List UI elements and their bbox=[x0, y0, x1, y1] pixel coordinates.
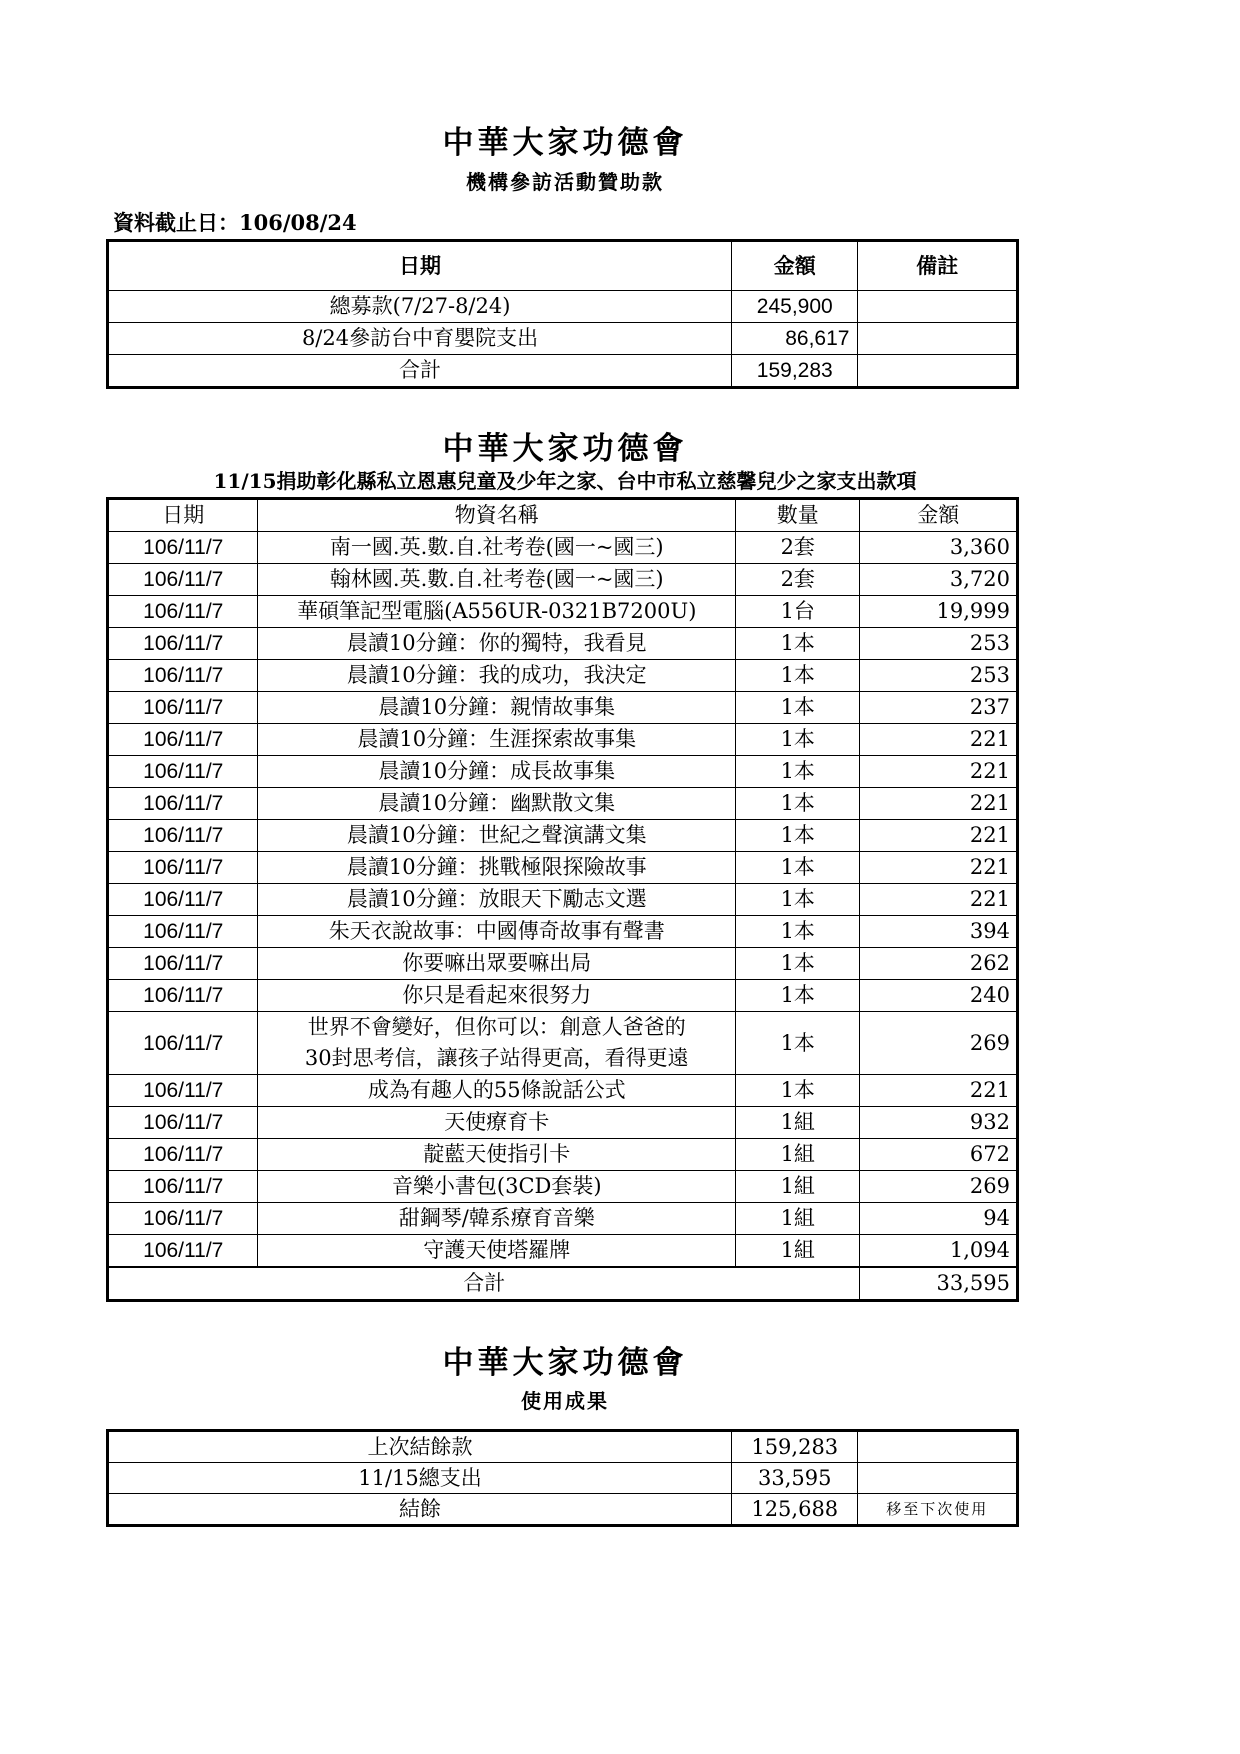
section3-title: 中華大家功德會 bbox=[442, 1345, 688, 1381]
row-date: 106/11/7 bbox=[108, 820, 258, 852]
table-row bbox=[108, 980, 1018, 1012]
row-amount: 672 bbox=[860, 1139, 1018, 1171]
row-quantity: 1組 bbox=[736, 1203, 860, 1235]
row-item-name: 晨讀10分鐘：我的成功，我決定 bbox=[258, 660, 736, 692]
row-note: 移至下次使用 bbox=[858, 1494, 1018, 1526]
row-item-name: 成為有趣人的55條說話公式 bbox=[258, 1075, 736, 1107]
row-date: 106/11/7 bbox=[108, 532, 258, 564]
row-date: 106/11/7 bbox=[108, 980, 258, 1012]
row-quantity: 1本 bbox=[736, 660, 860, 692]
row-amount: 94 bbox=[860, 1203, 1018, 1235]
section1-subtitle: 機構參訪活動贊助款 bbox=[466, 170, 664, 194]
row-date: 106/11/7 bbox=[108, 692, 258, 724]
row-item: 8/24參訪台中育嬰院支出 bbox=[108, 323, 732, 355]
cutoff-date: 資料截止日：106/08/24 bbox=[113, 210, 357, 235]
row-quantity: 1組 bbox=[736, 1235, 860, 1268]
row-date: 106/11/7 bbox=[108, 1203, 258, 1235]
row-amount: 932 bbox=[860, 1107, 1018, 1139]
row-item: 結餘 bbox=[108, 1494, 732, 1526]
row-quantity: 1本 bbox=[736, 884, 860, 916]
table-row bbox=[108, 1431, 1018, 1463]
table-row bbox=[108, 724, 1018, 756]
table-row bbox=[108, 852, 1018, 884]
row-amount: 221 bbox=[860, 884, 1018, 916]
table-row bbox=[108, 291, 1018, 323]
row-item-name: 晨讀10分鐘：挑戰極限探險故事 bbox=[258, 852, 736, 884]
table-row bbox=[108, 628, 1018, 660]
header-date: 日期 bbox=[108, 499, 258, 532]
row-date: 106/11/7 bbox=[108, 884, 258, 916]
row-amount: 221 bbox=[860, 1075, 1018, 1107]
table-row bbox=[108, 1139, 1018, 1171]
row-item-name: 守護天使塔羅牌 bbox=[258, 1235, 736, 1268]
row-item: 合計 bbox=[108, 355, 732, 388]
table-row bbox=[108, 1463, 1018, 1494]
section2-subtitle: 11/15捐助彰化縣私立恩惠兒童及少年之家、台中市私立慈馨兒少之家支出款項 bbox=[213, 469, 917, 493]
row-amount: 240 bbox=[860, 980, 1018, 1012]
row-item: 上次結餘款 bbox=[108, 1431, 732, 1463]
row-quantity: 1本 bbox=[736, 820, 860, 852]
row-quantity: 1本 bbox=[736, 948, 860, 980]
row-amount: 394 bbox=[860, 916, 1018, 948]
row-item-name-line2: 30封思考信，讓孩子站得更高，看得更遠 bbox=[304, 1046, 689, 1070]
total-label: 合計 bbox=[108, 1267, 860, 1301]
table-row bbox=[108, 1494, 1018, 1526]
row-date: 106/11/7 bbox=[108, 1107, 258, 1139]
row-item-name bbox=[258, 1012, 736, 1075]
row-date: 106/11/7 bbox=[108, 852, 258, 884]
table-row bbox=[108, 1235, 1018, 1268]
row-quantity: 1本 bbox=[736, 628, 860, 660]
row-item-name: 靛藍天使指引卡 bbox=[258, 1139, 736, 1171]
row-date: 106/11/7 bbox=[108, 788, 258, 820]
row-item-name: 晨讀10分鐘：世紀之聲演講文集 bbox=[258, 820, 736, 852]
row-date: 106/11/7 bbox=[108, 916, 258, 948]
row-amount: 19,999 bbox=[860, 596, 1018, 628]
row-amount: 159,283 bbox=[732, 1431, 858, 1463]
row-item-name: 翰林國.英.數.自.社考卷(國一~國三) bbox=[258, 564, 736, 596]
row-date: 106/11/7 bbox=[108, 1171, 258, 1203]
table-row bbox=[108, 1075, 1018, 1107]
table-row bbox=[108, 596, 1018, 628]
row-amount: 125,688 bbox=[732, 1494, 858, 1526]
row-item-name: 你只是看起來很努力 bbox=[258, 980, 736, 1012]
row-amount: 159,283 bbox=[732, 355, 858, 388]
header-quantity: 數量 bbox=[736, 499, 860, 532]
row-item-name: 你要嘛出眾要嘛出局 bbox=[258, 948, 736, 980]
row-item-name: 晨讀10分鐘：親情故事集 bbox=[258, 692, 736, 724]
header-amount: 金額 bbox=[860, 499, 1018, 532]
row-note bbox=[858, 1463, 1018, 1494]
table-row bbox=[108, 564, 1018, 596]
row-quantity: 1本 bbox=[736, 1012, 860, 1075]
row-quantity: 2套 bbox=[736, 532, 860, 564]
row-item-name: 甜鋼琴/韓系療育音樂 bbox=[258, 1203, 736, 1235]
table-row bbox=[108, 916, 1018, 948]
row-amount: 253 bbox=[860, 660, 1018, 692]
row-quantity: 1台 bbox=[736, 596, 860, 628]
row-amount: 253 bbox=[860, 628, 1018, 660]
row-note bbox=[858, 291, 1018, 323]
section3-subtitle: 使用成果 bbox=[521, 1389, 609, 1413]
table-row bbox=[108, 1203, 1018, 1235]
row-date: 106/11/7 bbox=[108, 724, 258, 756]
row-item-name: 華碩筆記型電腦(A556UR-0321B7200U) bbox=[258, 596, 736, 628]
table-row bbox=[108, 660, 1018, 692]
header-note: 備註 bbox=[858, 241, 1018, 291]
table-row bbox=[108, 948, 1018, 980]
row-note bbox=[858, 355, 1018, 388]
row-date: 106/11/7 bbox=[108, 1012, 258, 1075]
row-date: 106/11/7 bbox=[108, 1075, 258, 1107]
row-date: 106/11/7 bbox=[108, 628, 258, 660]
table-row bbox=[108, 532, 1018, 564]
row-item-name: 晨讀10分鐘：放眼天下勵志文選 bbox=[258, 884, 736, 916]
row-quantity: 1本 bbox=[736, 692, 860, 724]
row-quantity: 2套 bbox=[736, 564, 860, 596]
section1-title: 中華大家功德會 bbox=[442, 125, 688, 161]
row-quantity: 1本 bbox=[736, 980, 860, 1012]
row-quantity: 1本 bbox=[736, 756, 860, 788]
row-item-name: 朱天衣說故事：中國傳奇故事有聲書 bbox=[258, 916, 736, 948]
row-quantity: 1組 bbox=[736, 1107, 860, 1139]
section2-title: 中華大家功德會 bbox=[442, 431, 688, 467]
row-amount: 86,617 bbox=[732, 323, 858, 355]
row-quantity: 1本 bbox=[736, 852, 860, 884]
total-row bbox=[108, 1267, 1018, 1301]
row-amount: 1,094 bbox=[860, 1235, 1018, 1268]
row-amount: 237 bbox=[860, 692, 1018, 724]
header-date: 日期 bbox=[108, 241, 732, 291]
row-date: 106/11/7 bbox=[108, 564, 258, 596]
row-quantity: 1本 bbox=[736, 916, 860, 948]
row-item-name: 音樂小書包(3CD套裝) bbox=[258, 1171, 736, 1203]
row-note bbox=[858, 323, 1018, 355]
row-amount: 269 bbox=[860, 1012, 1018, 1075]
row-item: 11/15總支出 bbox=[108, 1463, 732, 1494]
total-amount: 33,595 bbox=[860, 1267, 1018, 1301]
table-row bbox=[108, 1012, 1018, 1075]
row-date: 106/11/7 bbox=[108, 596, 258, 628]
row-amount: 33,595 bbox=[732, 1463, 858, 1494]
row-date: 106/11/7 bbox=[108, 1235, 258, 1268]
row-note bbox=[858, 1431, 1018, 1463]
donation-expense-table bbox=[106, 497, 1019, 1302]
table-row bbox=[108, 788, 1018, 820]
row-amount: 221 bbox=[860, 724, 1018, 756]
row-date: 106/11/7 bbox=[108, 756, 258, 788]
row-item-name-line1: 世界不會變好，但你可以：創意人爸爸的 bbox=[307, 1015, 686, 1039]
row-amount: 262 bbox=[860, 948, 1018, 980]
table-row bbox=[108, 355, 1018, 388]
row-item-name: 晨讀10分鐘：成長故事集 bbox=[258, 756, 736, 788]
header-amount: 金額 bbox=[732, 241, 858, 291]
row-item-name: 晨讀10分鐘：你的獨特，我看見 bbox=[258, 628, 736, 660]
header-item-name: 物資名稱 bbox=[258, 499, 736, 532]
row-amount: 221 bbox=[860, 820, 1018, 852]
row-quantity: 1本 bbox=[736, 788, 860, 820]
table-header-row bbox=[108, 499, 1018, 532]
row-amount: 221 bbox=[860, 788, 1018, 820]
row-amount: 3,360 bbox=[860, 532, 1018, 564]
row-quantity: 1組 bbox=[736, 1171, 860, 1203]
table-row bbox=[108, 820, 1018, 852]
row-item-name: 晨讀10分鐘：幽默散文集 bbox=[258, 788, 736, 820]
sponsorship-table bbox=[106, 239, 1019, 389]
table-header-row bbox=[108, 241, 1018, 291]
row-quantity: 1本 bbox=[736, 1075, 860, 1107]
table-row bbox=[108, 884, 1018, 916]
row-amount: 269 bbox=[860, 1171, 1018, 1203]
table-row bbox=[108, 692, 1018, 724]
row-date: 106/11/7 bbox=[108, 1139, 258, 1171]
row-quantity: 1本 bbox=[736, 724, 860, 756]
table-row bbox=[108, 1107, 1018, 1139]
row-date: 106/11/7 bbox=[108, 660, 258, 692]
row-item-name: 天使療育卡 bbox=[258, 1107, 736, 1139]
table-row bbox=[108, 323, 1018, 355]
row-date: 106/11/7 bbox=[108, 948, 258, 980]
row-item-name: 晨讀10分鐘：生涯探索故事集 bbox=[258, 724, 736, 756]
table-row bbox=[108, 1171, 1018, 1203]
row-amount: 221 bbox=[860, 756, 1018, 788]
table-row bbox=[108, 756, 1018, 788]
row-quantity: 1組 bbox=[736, 1139, 860, 1171]
usage-result-table bbox=[106, 1429, 1019, 1527]
row-item: 總募款(7/27-8/24) bbox=[108, 291, 732, 323]
row-amount: 245,900 bbox=[732, 291, 858, 323]
row-item-name: 南一國.英.數.自.社考卷(國一~國三) bbox=[258, 532, 736, 564]
row-amount: 3,720 bbox=[860, 564, 1018, 596]
row-amount: 221 bbox=[860, 852, 1018, 884]
